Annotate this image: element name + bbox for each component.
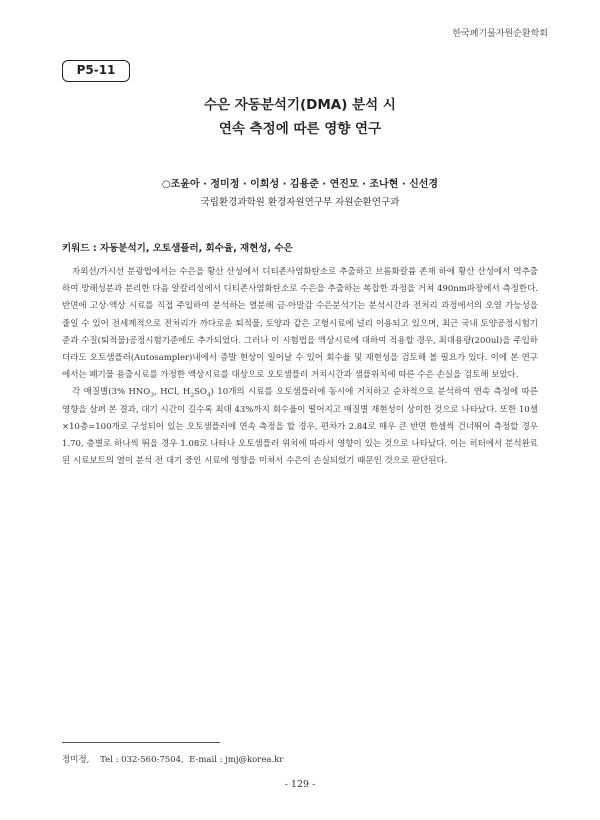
paragraph-1: 자외선/가시선 분광법에서는 수은을 황산 산성에서 디티존사염화탄소로 추출하고 브롬화칼륨 존재 하에 황산 산성에서 역추출하여 방해성분과 분리한 다음 알칼리성에서 디티존사염화탄소로 수은을 추출하는 복잡한 과정을 거쳐 490nm파장에서 측정한다. 반면에 고상·액상 시료를 직접 주입하여 분석하는 열분해 금-아말감 수은분석기는 분석시간과 전처리 과정에서의 오염 가능성을 줄일 수 있어 전세계적으로 전처리가 까다로운 퇴적물, 토양과 같은 고형시료에 널리 이용되고 있으며, 최근 국내 토양공정시험기준과 수질(퇴적물)공정시험기준에도 추가되었다. 그러나 이 시험법을 액상시료에 대하여 적용할 경우, 최대용량(200ul)을 주입하더라도 오토샘플러(Autosampler)내에서 증발 현상이 일어날 수 있어 회수율 및 재현성을 검토해 볼 필요가 있다. 이에 본 연구에서는 폐기물 용출시료를 가정한 액상시료를 대상으로 오토샘플러 거치시간과 샘플위치에 따른 수은 손실을 검토해 보았다. — [62, 267, 538, 381]
corresponding-author-footnote: 정미정, Tel : 032-560-7504, E-mail : jmj@korea.kr — [62, 755, 284, 765]
page-number: - 129 - — [284, 779, 316, 790]
footnote-divider — [62, 742, 220, 743]
keywords: 키워드 : 자동분석기, 오토샘플러, 회수율, 재현성, 수은 — [62, 243, 293, 254]
paragraph-2: 각 매질별(3% $HNO_3$, HCl, $H_2SO_4$) 10개의 시료를 오토샘플러에 동시에 거치하고 순차적으로 분석하여 연속 측정에 따른 영향을 살펴 본 결과, 대기 시간이 길수록 최대 43%까지 회수율이 떨어지고 매질별 재현성이 상이한 것으로 나타났다. 또한 10셀×10층=100개로 구성되어 있는 오토샘플러에 연속 측정을 할 경우, 편차가 2.84로 매우 큰 반면 한셀씩 건너뛰어 측정할 경우 1.70, 층별로 하나씩 뛰을 경우 1.08로 나타나 오토샘플러 위치에 따라서 영향이 있는 것으로 나타났다. 이는 히터에서 분석완료된 시료보트의 열이 분석 전 대기 중인 시료에 영향을 미쳐서 수은이 손실되었기 때문인 것으로 판단된다. — [62, 387, 538, 467]
title-line-1: 수은 자동분석기(DMA) 분석 시 — [204, 97, 396, 113]
abstract-body — [62, 264, 538, 470]
affiliation: 국립환경과학원 환경자원연구부 자원순환연구과 — [200, 197, 400, 208]
journal-header: 한국폐기물자원순환학회 — [452, 29, 548, 39]
session-code-badge: P5-11 — [62, 60, 130, 82]
paper-title — [0, 93, 600, 141]
title-line-2: 연속 측정에 따른 영향 연구 — [218, 121, 382, 137]
author-list: ○조윤아 · 정미정 · 이희성 · 김용준 · 연진모 · 조나현 · 신선경 — [161, 179, 439, 190]
